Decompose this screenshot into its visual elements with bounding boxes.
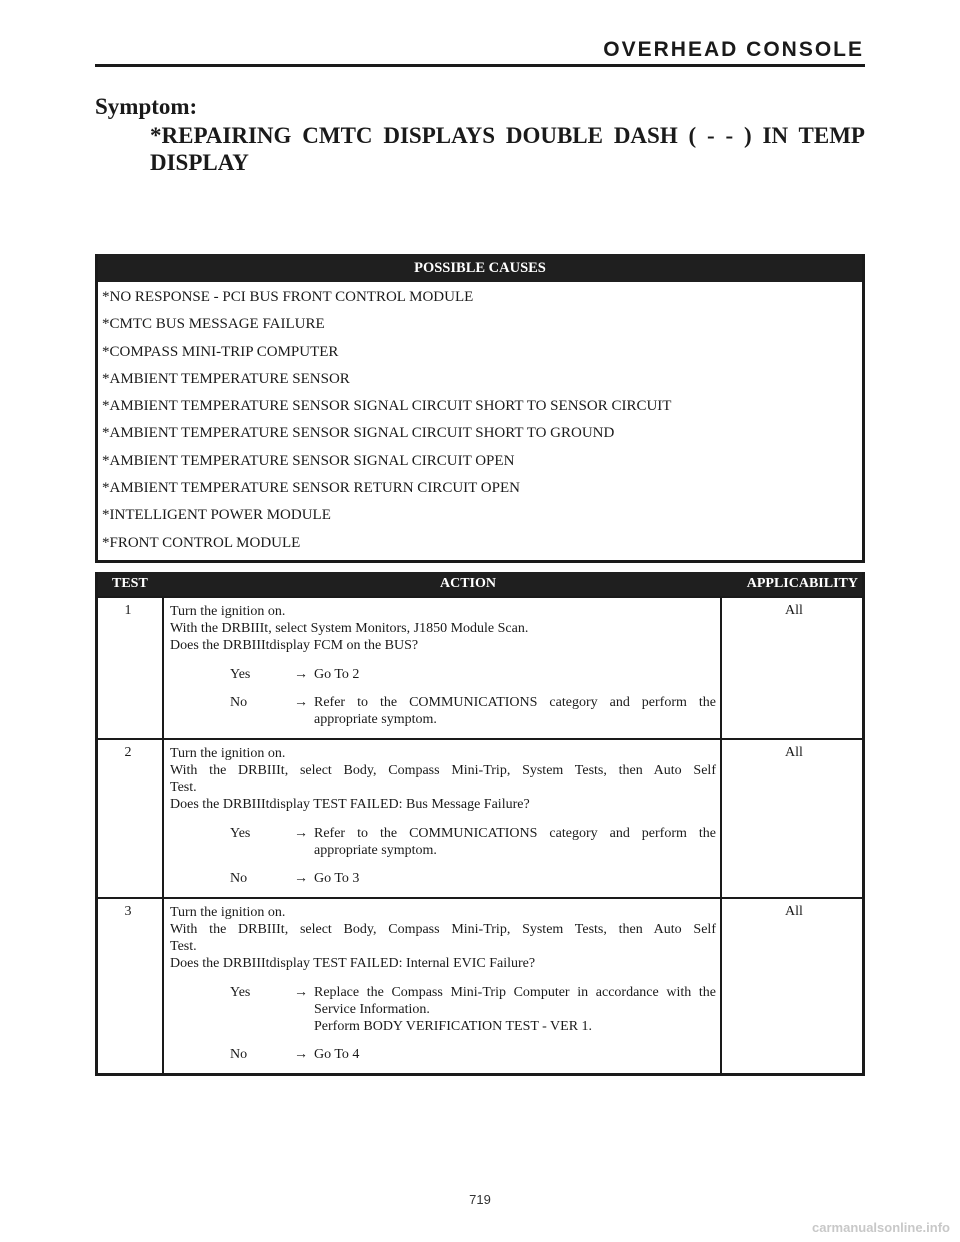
test-number: 3 (98, 899, 164, 1073)
test-number: 1 (98, 598, 164, 738)
test-applicability: All (785, 745, 803, 760)
action-line: With the DRBIIIt, select System Monitors, J1850 Module Scan. (170, 621, 529, 636)
answer-line: Go To 4 (314, 1047, 360, 1062)
answer-line: Go To 3 (314, 871, 360, 886)
test-number: 2 (98, 740, 164, 897)
possible-causes-box (95, 254, 865, 563)
test-row (98, 897, 862, 1073)
arrow-icon: → (294, 871, 308, 886)
answer-line: Go To 2 (314, 667, 360, 682)
action-line: Turn the ignition on. (170, 604, 286, 619)
test-applicability: All (785, 603, 803, 618)
action-line: Test. (170, 939, 197, 954)
answer-line: Service Information. (314, 1002, 430, 1017)
action-line: Does the DRBIIItdisplay TEST FAILED: Internal EVIC Failure? (170, 956, 536, 971)
cause-item: *AMBIENT TEMPERATURE SENSOR SIGNAL CIRCUIT SHORT TO GROUND (102, 425, 615, 442)
header-applicability: APPLICABILITY (746, 576, 858, 591)
action-line: Does the DRBIIItdisplay TEST FAILED: Bus Message Failure? (170, 797, 530, 812)
answer-no (170, 870, 716, 887)
arrow-icon: → (294, 1047, 308, 1062)
answer-line: Refer to the COMMUNICATIONS category and perform the (314, 695, 716, 710)
cause-item: *FRONT CONTROL MODULE (102, 534, 301, 551)
action-line: Test. (170, 780, 197, 795)
action-line: Turn the ignition on. (170, 905, 286, 920)
possible-causes-list (98, 282, 862, 560)
header-rule (95, 64, 865, 67)
page-number: 719 (469, 1192, 491, 1207)
answer-yes-label: Yes (230, 826, 251, 841)
test-table (95, 572, 865, 1076)
answer-yes (170, 825, 716, 859)
possible-causes-heading: POSSIBLE CAUSES (98, 254, 862, 282)
action-line: Turn the ignition on. (170, 746, 286, 761)
cause-item: *COMPASS MINI-TRIP COMPUTER (102, 343, 339, 360)
test-applicability: All (785, 904, 803, 919)
arrow-icon: → (294, 695, 308, 710)
answer-yes (170, 984, 716, 1035)
test-action (164, 740, 722, 897)
answer-no-text (314, 694, 716, 728)
cause-item: *AMBIENT TEMPERATURE SENSOR (102, 370, 350, 387)
arrow-icon: → (294, 985, 308, 1000)
test-table-header (98, 572, 862, 596)
answer-no-text (314, 1046, 716, 1063)
answer-no-label: No (230, 871, 248, 886)
answer-line: Replace the Compass Mini-Trip Computer in accordance with the (314, 985, 716, 1000)
action-line: With the DRBIIIt, select Body, Compass Mini-Trip, System Tests, then Auto Self (170, 922, 716, 937)
cause-item: *INTELLIGENT POWER MODULE (102, 507, 331, 524)
action-line: With the DRBIIIt, select Body, Compass Mini-Trip, System Tests, then Auto Self (170, 763, 716, 778)
arrow-icon: → (294, 667, 308, 682)
answer-no-label: No (230, 695, 248, 710)
answer-line: appropriate symptom. (314, 712, 437, 727)
answer-yes-label: Yes (230, 667, 251, 682)
answer-line: appropriate symptom. (314, 843, 437, 858)
header-test: TEST (112, 576, 148, 591)
answer-line: Refer to the COMMUNICATIONS category and perform the (314, 826, 716, 841)
answer-no (170, 694, 716, 728)
cause-item: *NO RESPONSE - PCI BUS FRONT CONTROL MODULE (102, 289, 474, 305)
answer-no-text (314, 870, 716, 887)
cause-item: *CMTC BUS MESSAGE FAILURE (102, 316, 325, 333)
action-line: Does the DRBIIItdisplay FCM on the BUS? (170, 638, 419, 653)
test-action (164, 598, 722, 738)
cause-item: *AMBIENT TEMPERATURE SENSOR SIGNAL CIRCUIT OPEN (102, 452, 515, 469)
answer-line: Perform BODY VERIFICATION TEST - VER 1. (314, 1019, 593, 1034)
test-row (98, 738, 862, 897)
answer-yes-text (314, 825, 716, 859)
arrow-icon: → (294, 826, 308, 841)
answer-yes-label: Yes (230, 985, 251, 1000)
watermark: carmanualsonline.info (812, 1220, 950, 1235)
page-header-title: OVERHEAD CONSOLE (603, 38, 864, 61)
header-action: ACTION (440, 576, 497, 591)
symptom-label: Symptom: (95, 94, 198, 119)
answer-yes (170, 666, 716, 683)
test-action (164, 899, 722, 1073)
answer-no-label: No (230, 1047, 248, 1062)
cause-item: *AMBIENT TEMPERATURE SENSOR RETURN CIRCUIT OPEN (102, 480, 520, 497)
symptom-title: *REPAIRING CMTC DISPLAYS DOUBLE DASH ( - - ) IN TEMP DISPLAY (150, 123, 865, 175)
cause-item: *AMBIENT TEMPERATURE SENSOR SIGNAL CIRCUIT SHORT TO SENSOR CIRCUIT (102, 398, 672, 415)
answer-yes-text (314, 666, 716, 683)
test-row (98, 596, 862, 738)
answer-no (170, 1046, 716, 1063)
answer-yes-text (314, 984, 716, 1035)
